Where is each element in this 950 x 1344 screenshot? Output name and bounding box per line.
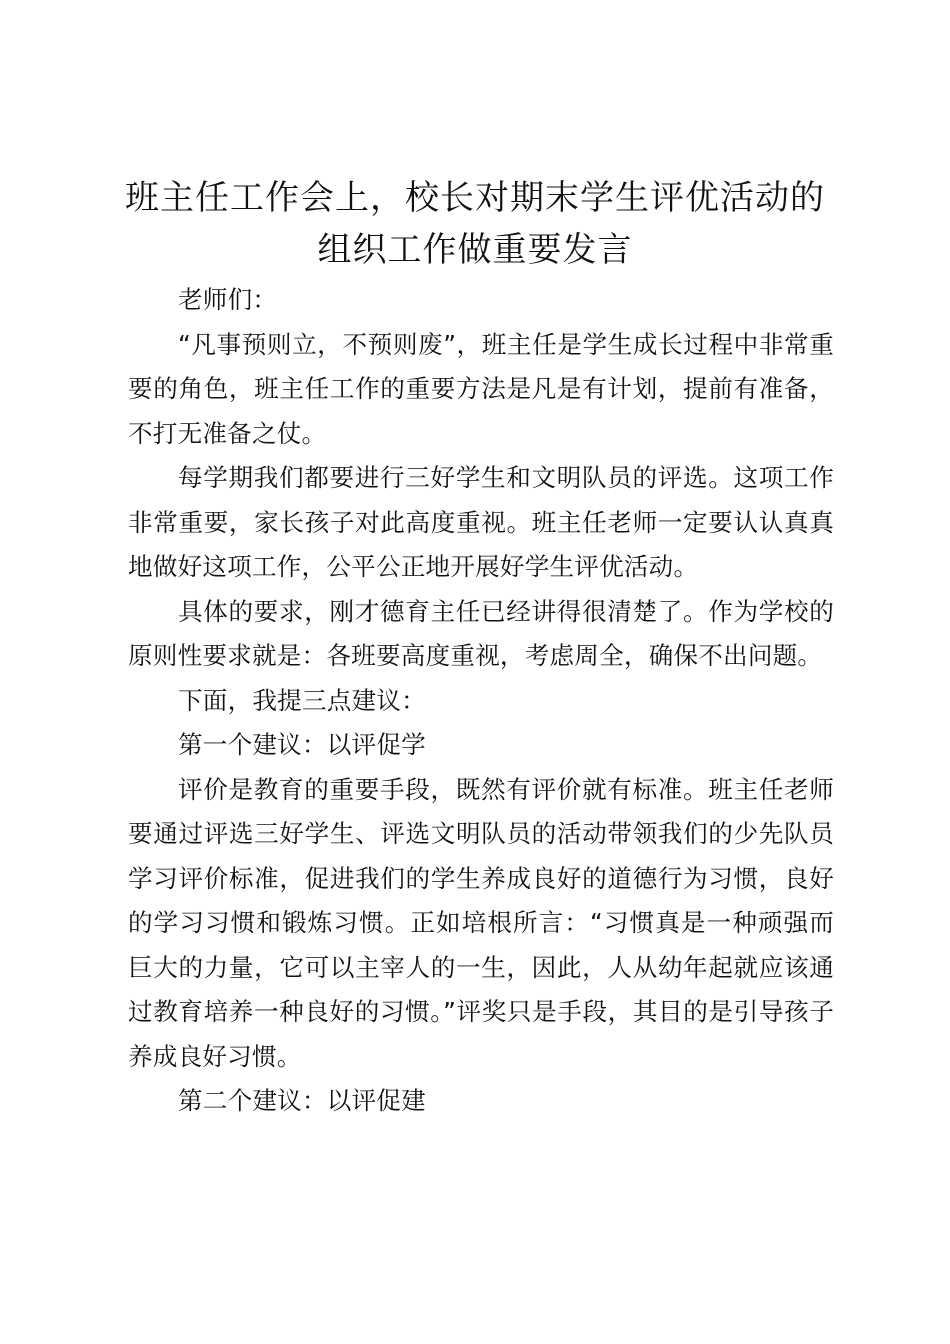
suggestion-heading-2: 第二个建议：以评促建 xyxy=(178,1086,426,1115)
document-body xyxy=(128,278,834,1124)
suggestion-heading-1: 第一个建议：以评促学 xyxy=(178,730,426,759)
paragraph-intro-suggestions: 下面，我提三点建议： xyxy=(178,685,426,715)
salutation: 老师们： xyxy=(178,285,278,314)
paragraph-selection: 每学期我们都要进行三好学生和文明队员的评选。这项工作非常重要，家长孩子对此高度重视。班主任老师一定要认认真真地做好这项工作，公平公正地开展好学生评优活动。 xyxy=(128,463,834,581)
title-line-1: 班主任工作会上，校长对期末学生评优活动的 xyxy=(125,178,825,218)
document-title xyxy=(100,172,850,276)
paragraph-requirements: 具体的要求，刚才德育主任已经讲得很清楚了。作为学校的原则性要求就是：各班要高度重视，考虑周全，确保不出问题。 xyxy=(128,596,834,670)
title-line-2: 组织工作做重要发言 xyxy=(317,230,633,270)
paragraph-suggestion-1: 评价是教育的重要手段，既然有评价就有标准。班主任老师要通过评选三好学生、评选文明队员的活动带领我们的少先队员学习评价标准，促进我们的学生养成良好的道德行为习惯，良好的学习习惯和锻炼习惯。正如培根所言：“习惯真是一种顽强而巨大的力量，它可以主宰人的一生，因此，人从幼年起就应该通过教育培养一种良好的习惯。”评奖只是手段，其目的是引导孩子养成良好习惯。 xyxy=(128,774,834,1071)
paragraph-proverb: “凡事预则立，不预则废”，班主任是学生成长过程中非常重要的角色，班主任工作的重要方法是凡是有计划，提前有准备，不打无准备之仗。 xyxy=(128,329,834,448)
